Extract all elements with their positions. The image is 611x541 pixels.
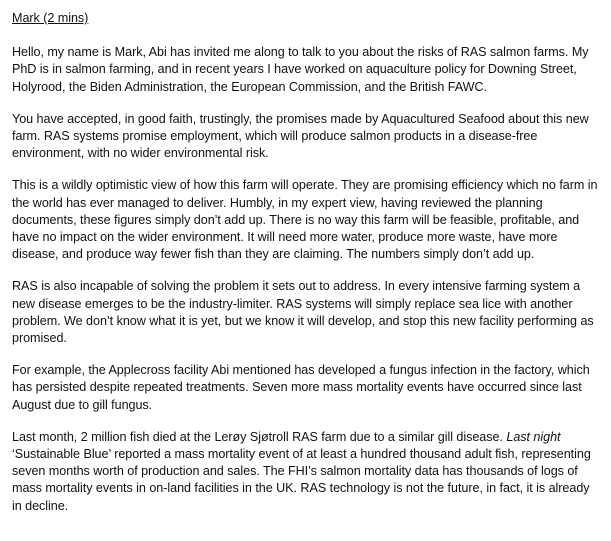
italic-last-night: Last night xyxy=(506,429,561,444)
document-page xyxy=(12,10,602,515)
mortality-text-end: ‘Sustainable Blue’ reported a mass mortality event of at least a hundred thousand adult fish, representing seven months worth of production and sales. The FHI’s salmon mortality data has thousands of logs of mass mortality events in on-land facilities in the UK. RAS technology is not the future, in fact, it is already in decline. xyxy=(12,447,591,513)
paragraph-mortality-events xyxy=(12,429,602,515)
speaker-heading: Mark (2 mins) xyxy=(12,11,89,25)
paragraph-introduction: Hello, my name is Mark, Abi has invited me along to talk to you about the risks of RAS salmon farms. My PhD is in salmon farming, and in recent years I have worked on aquaculture policy for Downing Street, Holyrood, the Biden Administration, the European Commission, and the British FAWC. xyxy=(12,45,589,94)
mortality-text-start: Last month, 2 million fish died at the Lerøy Sjøtroll RAS farm due to a similar gill disease. xyxy=(12,429,507,444)
paragraph-disease-problem: RAS is also incapable of solving the problem it sets out to address. In every intensive farming system a new disease emerges to be the industry-limiter. RAS systems will simply replace sea lice with another problem. We don’t know what it is yet, but we know it will develop, and stop this new facility performing as promised. xyxy=(12,279,594,346)
paragraph-optimistic-view: This is a wildly optimistic view of how this farm will operate. They are promising efficiency which no farm in the world has ever managed to deliver. Humbly, in my expert view, having reviewed the planning documents, these figures simply don’t add up. There is no way this farm will be feasible, profitable, and have no impact on the wider environment. It will need more water, produce more waste, have more disease, and produce way fewer fish than they are claiming. The numbers simply don’t add up. xyxy=(12,178,598,262)
paragraph-promises: You have accepted, in good faith, trustingly, the promises made by Aquacultured Seafood about this new farm. RAS systems promise employment, which will produce salmon products in a disease-free environment, with no wider environmental risk. xyxy=(12,111,589,161)
paragraph-applecross-example: For example, the Applecross facility Abi mentioned has developed a fungus infection in the factory, which has persisted despite repeated treatments. Seven more mass mortality events have occurred since last August due to gill fungus. xyxy=(12,363,590,412)
